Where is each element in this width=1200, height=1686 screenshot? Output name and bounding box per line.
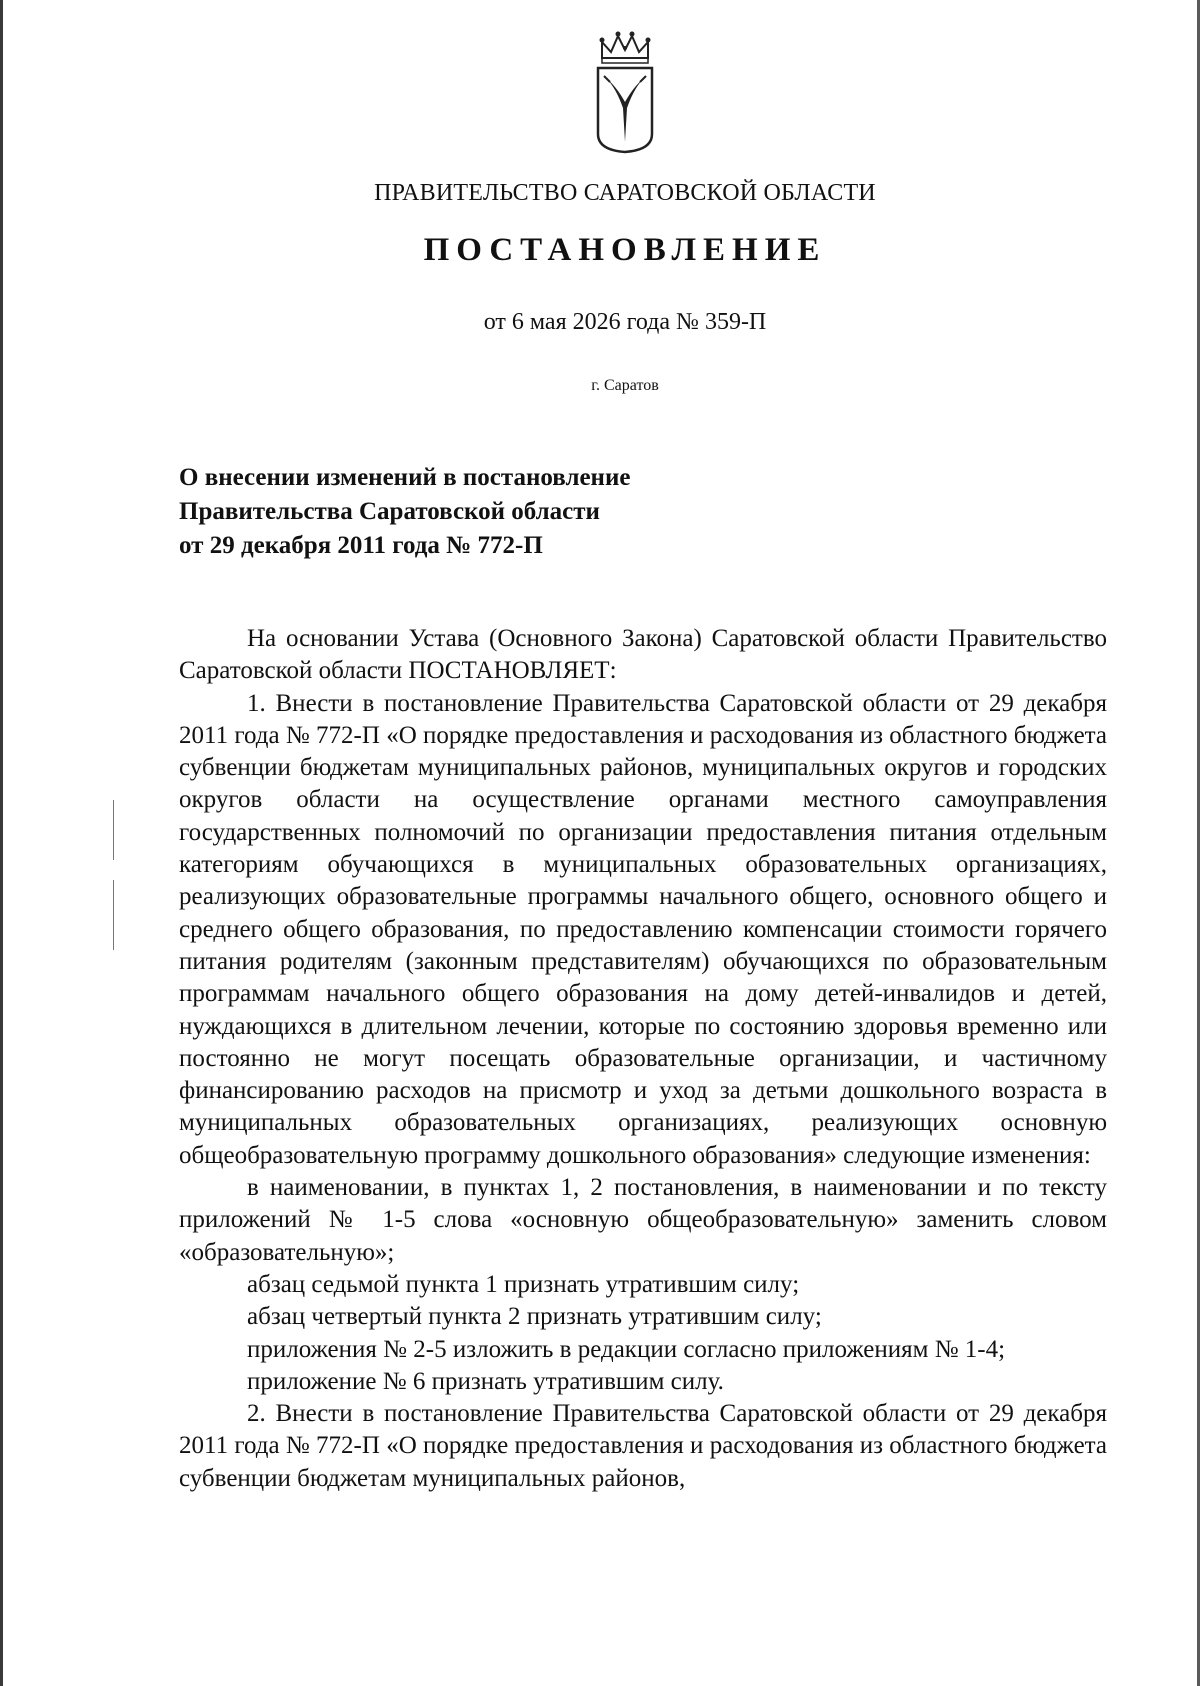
document-type: ПОСТАНОВЛЕНИЕ [423,232,827,268]
title-line: Правительства Саратовской области [179,498,600,525]
document-title [179,461,879,563]
body-paragraph: абзац седьмой пункта 1 признать утратившим силу; [247,1270,800,1298]
document-date-number: от 6 мая 2026 года № 359-П [483,309,767,335]
body-paragraph: 1. Внести в постановление Правительства Саратовской области от 29 декабря 2011 года № 772-П «О порядке предоставления и расходования из областного бюджета субвенции бюджетам муниципальных районов, муниципальных округов и городских округов области на осуществление органами местного самоуправления государственных полномочий по организации предоставления питания отдельным категориям обучающихся в муниципальных образовательных организациях, реализующих образовательные программы начального общего, основного общего и среднего общего образования, по предоставлению компенсации стоимости горячего питания родителям (законным представителям) обучающихся по образовательным программам начального общего образования на дому детей-инвалидов и детей, нуждающихся в длительном лечении, которые по состоянию здоровья временно или постоянно не могут посещать образовательные организации, и частичному финансированию расходов на присмотр и уход за детьми дошкольного возраста в муниципальных образовательных организациях, реализующих основную общеобразовательную программу дошкольного образования» следующие изменения: [179,689,1107,1169]
body-paragraph: в наименовании, в пунктах 1, 2 постановления, в наименовании и по тексту приложений № 1-5 слова «основную общеобразовательную» заменить словом «образовательную»; [179,1174,1107,1266]
margin-mark [113,800,114,860]
saratov-coat-of-arms-icon [594,30,656,154]
margin-mark [113,880,114,950]
body-paragraph: приложение № 6 признать утратившим силу. [247,1367,724,1395]
body-paragraph: приложения № 2-5 изложить в редакции согласно приложениям № 1-4; [247,1335,1006,1363]
body-paragraph: На основании Устава (Основного Закона) Саратовской области Правительство Саратовской области ПОСТАНОВЛЯЕТ: [179,625,1107,685]
body-paragraph: 2. Внести в постановление Правительства Саратовской области от 29 декабря 2011 года № 772-П «О порядке предоставления и расходования из областного бюджета субвенции бюджетам муниципальных районов, [179,1400,1107,1492]
document-city: г. Саратов [591,377,659,394]
title-line: О внесении изменений в постановление [179,464,631,491]
body-paragraph: абзац четвертый пункта 2 признать утратившим силу; [247,1303,822,1331]
government-name: ПРАВИТЕЛЬСТВО САРАТОВСКОЙ ОБЛАСТИ [374,180,876,206]
document-body [179,623,1107,1495]
title-line: от 29 декабря 2011 года № 772-П [179,532,543,559]
